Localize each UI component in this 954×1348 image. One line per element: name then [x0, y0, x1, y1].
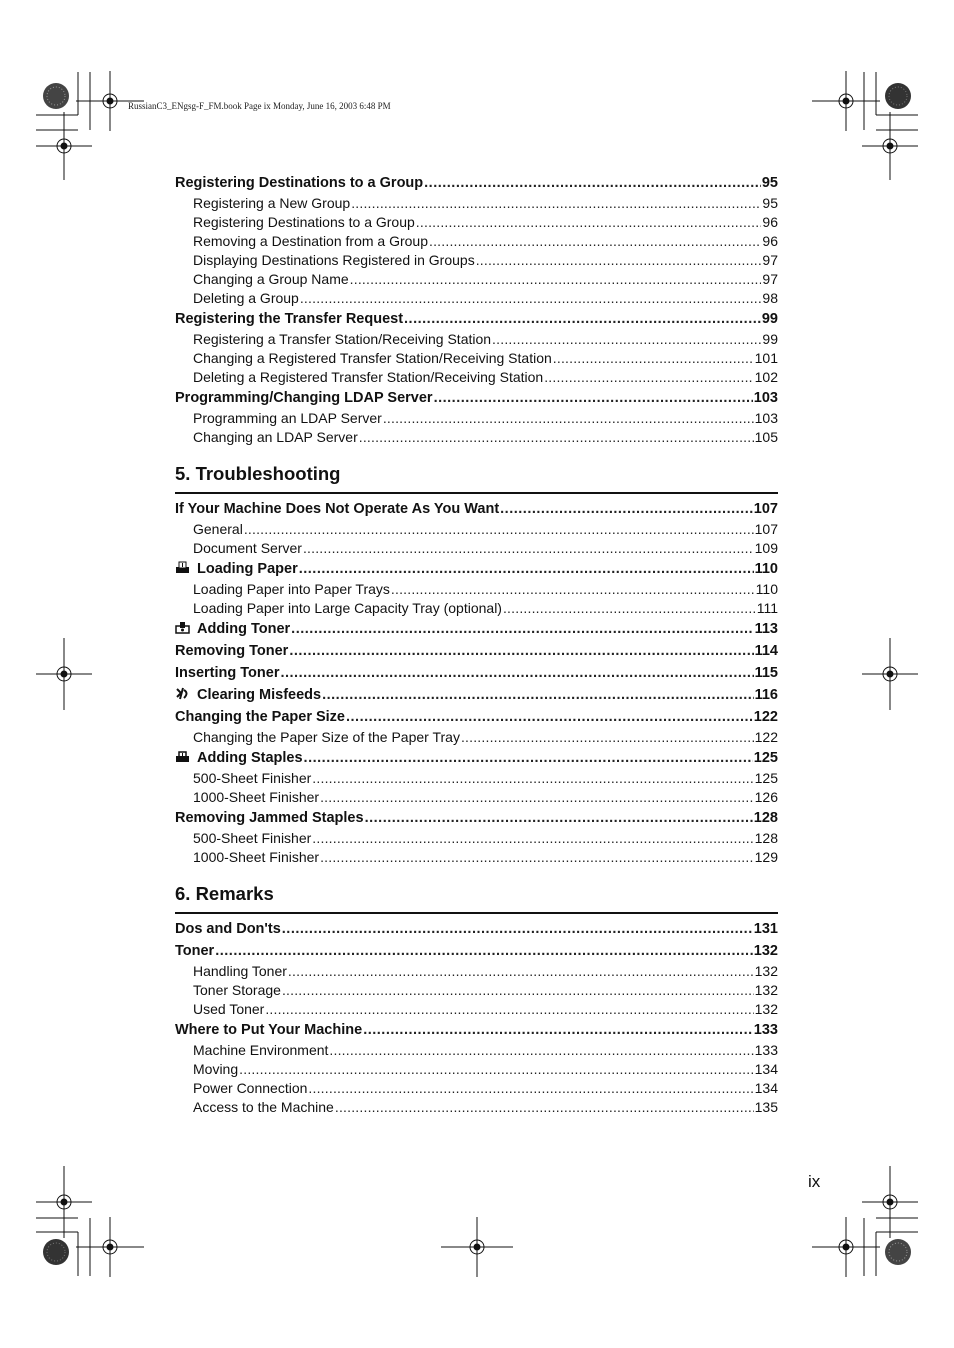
- toc-subentry[interactable]: [175, 251, 778, 270]
- toc-entry[interactable]: [175, 498, 778, 520]
- toc-entry-page: 96: [762, 214, 778, 230]
- toc-entry-title: 500-Sheet Finisher: [193, 830, 312, 846]
- toc-entry-title: 1000-Sheet Finisher: [193, 849, 320, 865]
- toc-entry-page: 132: [754, 963, 778, 979]
- toc-entry-page: 97: [762, 252, 778, 268]
- toc-entry-page: 102: [754, 369, 778, 385]
- toc-subentry[interactable]: [175, 349, 778, 368]
- toc-entry-title: Registering Destinations to a Group: [175, 175, 424, 191]
- toc-entry-title: Changing the Paper Size: [175, 709, 345, 725]
- toc-entry-page: 98: [762, 290, 778, 306]
- toc-entry-title: Adding Toner: [197, 621, 291, 637]
- misfeed-icon: [175, 687, 190, 700]
- toc-entry-page: 133: [754, 1042, 778, 1058]
- toc-entry-page: 129: [754, 849, 778, 865]
- toc-entry[interactable]: [175, 618, 778, 640]
- toc-entry-page: 131: [753, 921, 778, 937]
- toc-subentry[interactable]: [175, 1098, 778, 1117]
- toc-entry-page: 122: [753, 709, 778, 725]
- toc-entry-title: Loading Paper into Paper Trays: [193, 581, 390, 597]
- toc-entry-title: 500-Sheet Finisher: [193, 770, 312, 786]
- toc-entry-page: 128: [753, 810, 778, 826]
- toc-entry-title: Power Connection: [193, 1080, 308, 1096]
- toc-entry-page: 132: [753, 943, 778, 959]
- toc-entry-title: Registering a New Group: [193, 195, 351, 211]
- toc-entry-title: Adding Staples: [197, 750, 303, 766]
- toc-entry[interactable]: [175, 706, 778, 728]
- toc-entry-title: Deleting a Registered Transfer Station/Receiving Station: [193, 369, 544, 385]
- toc-subentry[interactable]: [175, 289, 778, 308]
- toc-entry-page: 96: [762, 233, 778, 249]
- toc-entry-page: 113: [754, 621, 778, 637]
- paper-tray-icon: [175, 561, 190, 574]
- toc-entry-page: 128: [754, 830, 778, 846]
- toc-subentry[interactable]: [175, 232, 778, 251]
- toc-entry-title: Access to the Machine: [193, 1099, 334, 1115]
- toc-entry-page: 103: [754, 410, 778, 426]
- toc-entry-page: 132: [754, 1001, 778, 1017]
- toc-entry-title: Programming an LDAP Server: [193, 410, 382, 426]
- toc-entry-page: 110: [755, 581, 778, 597]
- toc-entry-page: 110: [754, 561, 778, 577]
- toc-entry-page: 105: [754, 429, 778, 445]
- toc-subentry[interactable]: [175, 1000, 778, 1019]
- staple-icon: [175, 750, 190, 763]
- toc-entry[interactable]: [175, 387, 778, 409]
- toc-entry-page: 97: [762, 271, 778, 287]
- section-remarks: [175, 918, 778, 1117]
- toc-entry[interactable]: [175, 684, 778, 706]
- toc-subentry[interactable]: [175, 788, 778, 807]
- toc-subentry[interactable]: [175, 194, 778, 213]
- toc-entry-title: Registering Destinations to a Group: [193, 214, 415, 230]
- toc-entry-title: Removing Toner: [175, 643, 289, 659]
- toc-entry-page: 125: [754, 770, 778, 786]
- toc-subentry[interactable]: [175, 580, 778, 599]
- toc-subentry[interactable]: [175, 428, 778, 447]
- toc-entry[interactable]: [175, 308, 778, 330]
- toc-entry-title: Changing the Paper Size of the Paper Tray: [193, 729, 460, 745]
- toc-subentry[interactable]: [175, 769, 778, 788]
- toc-subentry[interactable]: [175, 728, 778, 747]
- toc-entry-title: Changing a Registered Transfer Station/Receiving Station: [193, 350, 552, 366]
- toc-entry-page: 132: [754, 982, 778, 998]
- toc-entry-title: Deleting a Group: [193, 290, 299, 306]
- table-of-contents: [175, 172, 778, 1117]
- toc-entry-title: Dos and Don'ts: [175, 921, 281, 937]
- toc-entry-title: Clearing Misfeeds: [197, 687, 322, 703]
- toc-entry-page: 126: [754, 789, 778, 805]
- toc-subentry[interactable]: [175, 962, 778, 981]
- toc-entry-page: 133: [753, 1022, 778, 1038]
- toc-entry[interactable]: [175, 807, 778, 829]
- toc-entry[interactable]: [175, 662, 778, 684]
- toc-entry-title: Document Server: [193, 540, 302, 556]
- toc-subentry[interactable]: [175, 409, 778, 428]
- toc-entry-title: Removing a Destination from a Group: [193, 233, 428, 249]
- toc-entry-page: 125: [753, 750, 778, 766]
- toc-subentry[interactable]: [175, 520, 778, 539]
- toc-entry-page: 95: [762, 195, 778, 211]
- toc-entry-page: 134: [754, 1080, 778, 1096]
- toc-subentry[interactable]: [175, 848, 778, 867]
- toc-entry-title: Removing Jammed Staples: [175, 810, 364, 826]
- toc-entry-page: 101: [754, 350, 778, 366]
- chapter-heading-remarks: 6. Remarks: [175, 883, 778, 914]
- toc-entry-page: 116: [754, 687, 778, 703]
- toc-entry-page: 99: [761, 311, 778, 327]
- toc-entry-title: Loading Paper: [197, 561, 298, 577]
- toc-entry[interactable]: [175, 640, 778, 662]
- toc-subentry[interactable]: [175, 270, 778, 289]
- toc-entry-title: Inserting Toner: [175, 665, 280, 681]
- toc-subentry[interactable]: [175, 213, 778, 232]
- toc-entry[interactable]: [175, 172, 778, 194]
- toc-entry-title: Changing an LDAP Server: [193, 429, 358, 445]
- toc-entry-page: 114: [754, 643, 778, 659]
- toc-entry-page: 103: [753, 390, 778, 406]
- toc-subentry[interactable]: [175, 330, 778, 349]
- toc-subentry[interactable]: [175, 1079, 778, 1098]
- toc-entry-page: 122: [754, 729, 778, 745]
- file-header-note: RussianC3_ENgsg-F_FM.book Page ix Monday, June 16, 2003 6:48 PM: [128, 101, 391, 111]
- toc-entry[interactable]: [175, 918, 778, 940]
- toc-entry-title: Toner Storage: [193, 982, 281, 998]
- toc-subentry[interactable]: [175, 1041, 778, 1060]
- toc-subentry[interactable]: [175, 829, 778, 848]
- toc-entry[interactable]: [175, 1019, 778, 1041]
- toc-entry-title: Displaying Destinations Registered in Groups: [193, 252, 475, 268]
- toc-entry-title: Changing a Group Name: [193, 271, 349, 287]
- toc-entry-title: Registering a Transfer Station/Receiving Station: [193, 331, 492, 347]
- toc-entry-title: Used Toner: [193, 1001, 265, 1017]
- toc-entry-page: 134: [754, 1061, 778, 1077]
- toc-entry-page: 111: [756, 600, 778, 616]
- toc-entry-title: Registering the Transfer Request: [175, 311, 404, 327]
- toc-subentry[interactable]: [175, 599, 778, 618]
- toc-entry-title: Loading Paper into Large Capacity Tray (optional): [193, 600, 502, 616]
- toc-subentry[interactable]: [175, 981, 778, 1000]
- toc-entry-title: Machine Environment: [193, 1042, 329, 1058]
- toner-icon: [175, 621, 190, 634]
- toc-subentry[interactable]: [175, 539, 778, 558]
- toc-entry-title: If Your Machine Does Not Operate As You Want: [175, 501, 500, 517]
- section-top: [175, 172, 778, 447]
- toc-entry-page: 107: [754, 521, 778, 537]
- page-number: ix: [808, 1172, 821, 1191]
- toc-entry-title: Toner: [175, 943, 215, 959]
- toc-entry-page: 99: [762, 331, 778, 347]
- toc-entry[interactable]: [175, 747, 778, 769]
- toc-subentry[interactable]: [175, 368, 778, 387]
- toc-entry-title: Where to Put Your Machine: [175, 1022, 363, 1038]
- toc-entry-page: 109: [754, 540, 778, 556]
- toc-entry-page: 115: [754, 665, 778, 681]
- toc-entry-page: 135: [754, 1099, 778, 1115]
- toc-entry-title: Moving: [193, 1061, 239, 1077]
- chapter-heading-troubleshooting: 5. Troubleshooting: [175, 463, 778, 494]
- toc-entry-page: 95: [761, 175, 778, 191]
- toc-entry[interactable]: [175, 558, 778, 580]
- toc-subentry[interactable]: [175, 1060, 778, 1079]
- toc-entry[interactable]: [175, 940, 778, 962]
- section-troubleshooting: [175, 498, 778, 867]
- toc-entry-page: 107: [753, 501, 778, 517]
- toc-entry-title: General: [193, 521, 243, 537]
- toc-entry-title: 1000-Sheet Finisher: [193, 789, 320, 805]
- toc-entry-title: Programming/Changing LDAP Server: [175, 390, 433, 406]
- toc-entry-title: Handling Toner: [193, 963, 287, 979]
